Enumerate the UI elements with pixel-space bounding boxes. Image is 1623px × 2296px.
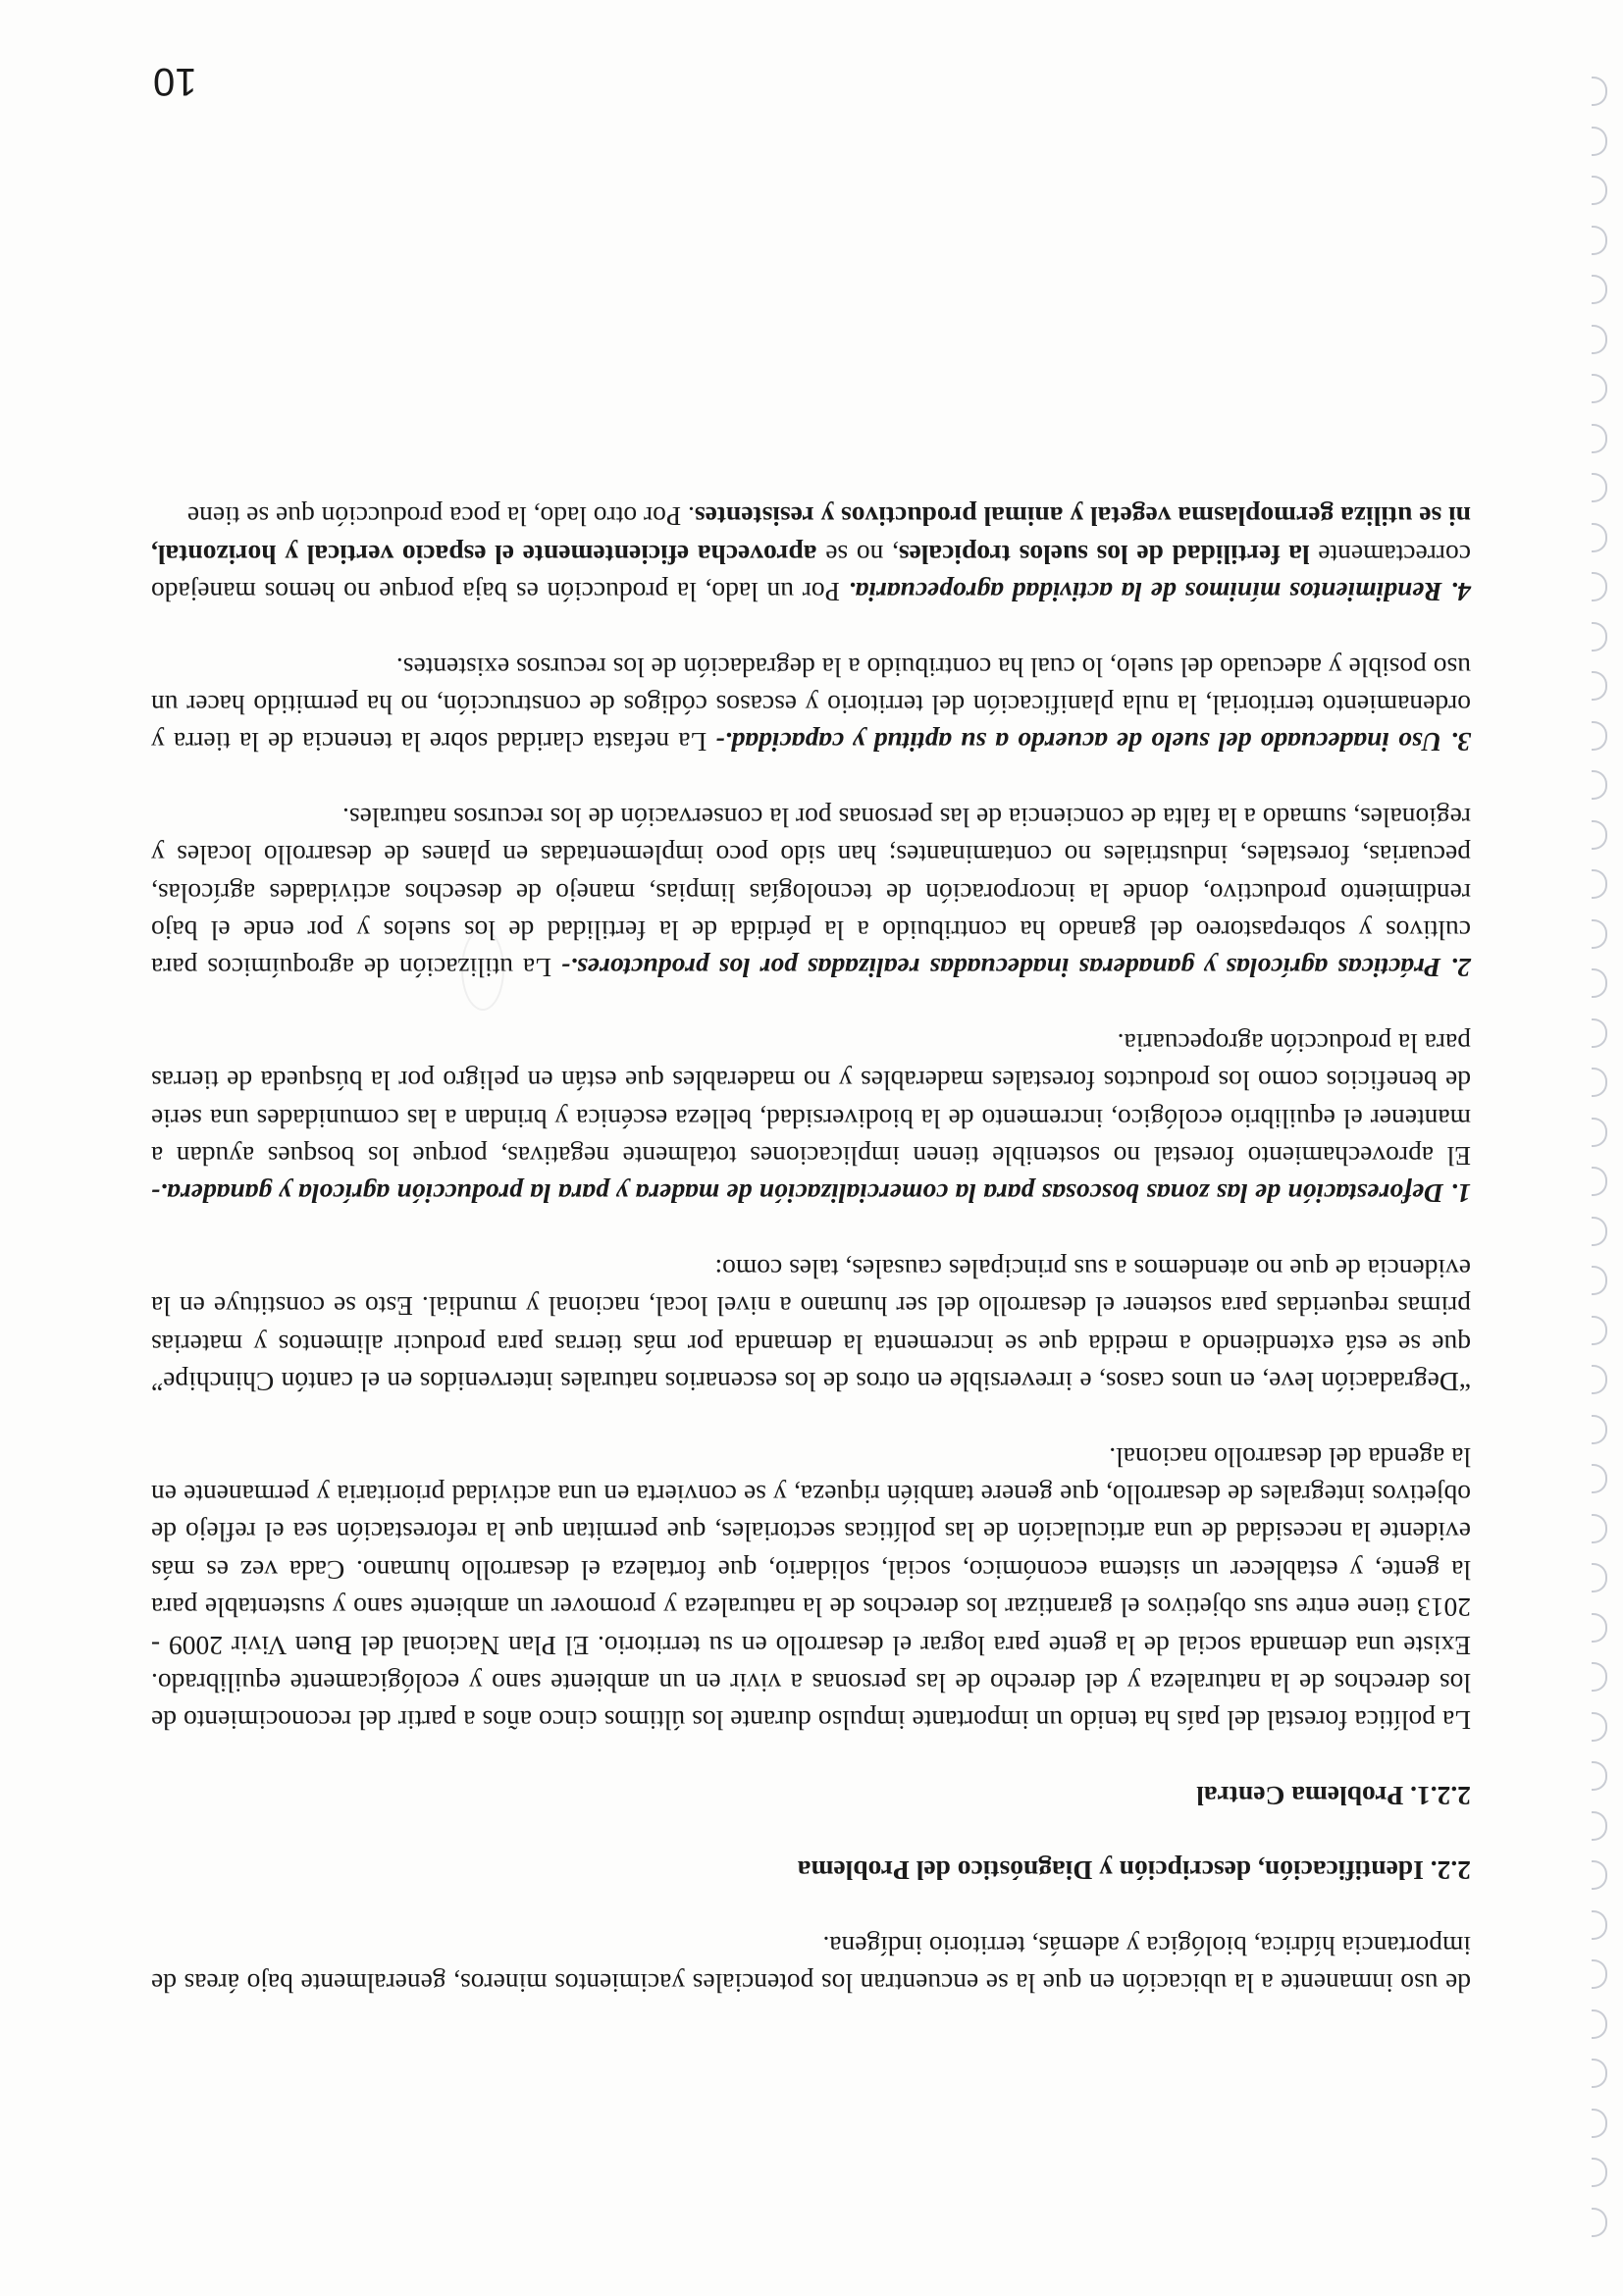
intro-paragraph: de uso inmanente a la ubicación en que la se encuentran los potenciales yacimientos mineros, generalmente bajo áreas de importancia hídrica, biológica y además, territorio indígena. <box>151 1930 1471 1999</box>
binder-ring <box>1592 375 1607 404</box>
binder-ring <box>1592 919 1607 949</box>
binder-ring <box>1592 1910 1607 1940</box>
binder-ring <box>1592 1564 1607 1593</box>
cause-4-text-3: . Por otro lado, la poca producción que se tiene <box>186 501 695 533</box>
binder-ring <box>1592 573 1607 602</box>
binder-ring <box>1592 771 1607 801</box>
binder-ring <box>1592 721 1607 751</box>
body-paragraph-2: “Degradación leve, en unos casos, e irreversible en otros de los escenarios naturales intervenidos en el cantón Chinchipe” que se está extendiendo a medida que se incrementa la demanda por más tierras para producir alimentos y materias primas requeridas para sostener el desarrollo del ser humano a nivel local, nacional y mundial. Esto se constituye en la evidencia de que no atendemos a sus principales causales, tales como: <box>151 1253 1471 1398</box>
binder-ring <box>1592 1960 1607 1990</box>
binder-ring <box>1592 672 1607 702</box>
cause-4-bold-2: aprovecha eficientemente el espacio vertical y horizontal, ni se utiliza germoplasma vegetal y animal productivos y resistentes <box>151 501 1471 570</box>
binder-ring <box>1592 2109 1607 2138</box>
binder-ring <box>1592 474 1607 503</box>
binder-ring <box>1592 969 1607 999</box>
binder-ring <box>1592 1514 1607 1543</box>
cause-3-title: 3. Uso inadecuado del suelo de acuerdo a su aptitud y capacidad.- <box>715 727 1471 758</box>
binder-ring <box>1592 276 1607 305</box>
binder-ring <box>1592 1316 1607 1345</box>
subsection-heading: 2.2.1. Problema Central <box>1196 1780 1471 1811</box>
binder-ring <box>1592 2009 1607 2039</box>
cause-1 <box>151 1023 1471 1212</box>
binder-ring <box>1592 1762 1607 1792</box>
cause-4-text-1: Por un lado, la producción es baja porque no hemos manejado correctamente <box>150 539 1471 608</box>
binder-ring <box>1592 1811 1607 1841</box>
binder-ring <box>1592 1712 1607 1742</box>
cause-1-body: El aprovechamiento forestal no sostenible tienen implicaciones totalmente negativas, porque los bosques ayudan a mantener el equilibrio ecológico, incremento de la biodiversidad, belleza escénica y brindan a las comunidades una serie de beneficios como los productos forestales maderables y no maderables que están en peligro por la búsqueda de tierras para la producción agropecuaria. <box>151 1027 1471 1173</box>
cause-4-bold-1: la fertilidad de los suelos tropicales <box>898 539 1310 570</box>
binder-ring <box>1592 1613 1607 1643</box>
section-heading: 2.2. Identificación, descripción y Diagnóstico del Problema <box>797 1855 1471 1887</box>
binder-ring <box>1592 1465 1607 1494</box>
binder-ring <box>1592 78 1607 107</box>
binder-ring <box>1592 127 1607 156</box>
binder-rings <box>1574 39 1607 2237</box>
binder-ring <box>1592 424 1607 453</box>
binder-ring <box>1592 1267 1607 1296</box>
binder-ring <box>1592 325 1607 354</box>
cause-4-title: 4. Rendimientos mínimos de la actividad agropecuaria. <box>848 577 1471 608</box>
cause-1-title: 1. Deforestación de las zonas boscosas para la comercialización de madera y para la producción agrícola y ganadera.- <box>151 1178 1471 1210</box>
binder-ring <box>1592 177 1607 206</box>
binder-ring <box>1592 1415 1607 1444</box>
binder-ring <box>1592 523 1607 552</box>
binder-ring <box>1592 2208 1607 2237</box>
binder-ring <box>1592 870 1607 900</box>
binder-ring <box>1592 820 1607 850</box>
binder-ring <box>1592 1069 1607 1098</box>
binder-ring <box>1592 2060 1607 2089</box>
binder-ring <box>1592 1168 1607 1197</box>
binder-ring <box>1592 226 1607 255</box>
binder-ring <box>1592 1118 1607 1147</box>
binder-ring <box>1592 1861 1607 1891</box>
binder-ring <box>1592 1018 1607 1048</box>
page-content <box>151 460 1471 2002</box>
body-paragraph-1: La política forestal del país ha tenido un importante impulso durante los últimos cinco años a partir del reconocimiento de los derechos de la naturaleza y del derecho de las personas a vivir en un ambiente sano y ecológicamente equilibrado. Existe una demanda social de la gente para lograr el desarrollo en su territorio. El Plan Nacional del Buen Vivir 2009 - 2013 tiene entre sus objetivos el garantizar los derechos de la naturaleza y promover un ambiente sano y sustentable para la gente, y establecer un sistema económico, social, solidario, que fortaleza el desarrollo humano. Cada vez es más evidente la necesidad de una articulación de las políticas sectoriales, que permitan que la reforestación sea el reflejo de objetivos integrales de desarrollo, que genere también riqueza, y se convierta en una actividad prioritaria y permanente en la agenda del desarrollo nacional. <box>151 1441 1471 1737</box>
cause-2-body: La utilización de agroquímicos para cultivos y sobrepastoreo del ganado ha contribuido a la pérdida de la fertilidad de los suelos y por ende el bajo rendimiento productivo, donde la incorporación de tecnologías limpias, manejo de desechos actividades agrícolas, pecuarias, forestales, industriales no contaminantes; han sido poco implementadas en planes de desarrollo locales y regionales, sumado a la falta de conciencia de las personas por la conservación de los recursos naturales. <box>150 802 1471 984</box>
cause-4-text-2: , no se <box>816 539 899 570</box>
cause-4 <box>151 497 1471 610</box>
binder-ring <box>1592 1217 1607 1246</box>
cause-2-title: 2. Prácticas agrícolas y ganaderas inadecuadas realizadas por los productores.- <box>560 953 1471 984</box>
binder-ring <box>1592 2159 1607 2188</box>
cause-2 <box>151 798 1471 986</box>
binder-ring <box>1592 1366 1607 1395</box>
binder-ring <box>1592 622 1607 652</box>
binder-ring <box>1592 1663 1607 1693</box>
page-number: 10 <box>153 60 197 103</box>
cause-3 <box>151 648 1471 760</box>
cause-3-body: La nefasta claridad sobre la tenencia de la tierra y ordenamiento territorial, la nula planificación del territorio y escasos códigos de construcción, no ha permitido hacer un uso posible y adecuado del suelo, lo cual ha contribuido a la degradación de los recursos existentes. <box>151 652 1471 758</box>
